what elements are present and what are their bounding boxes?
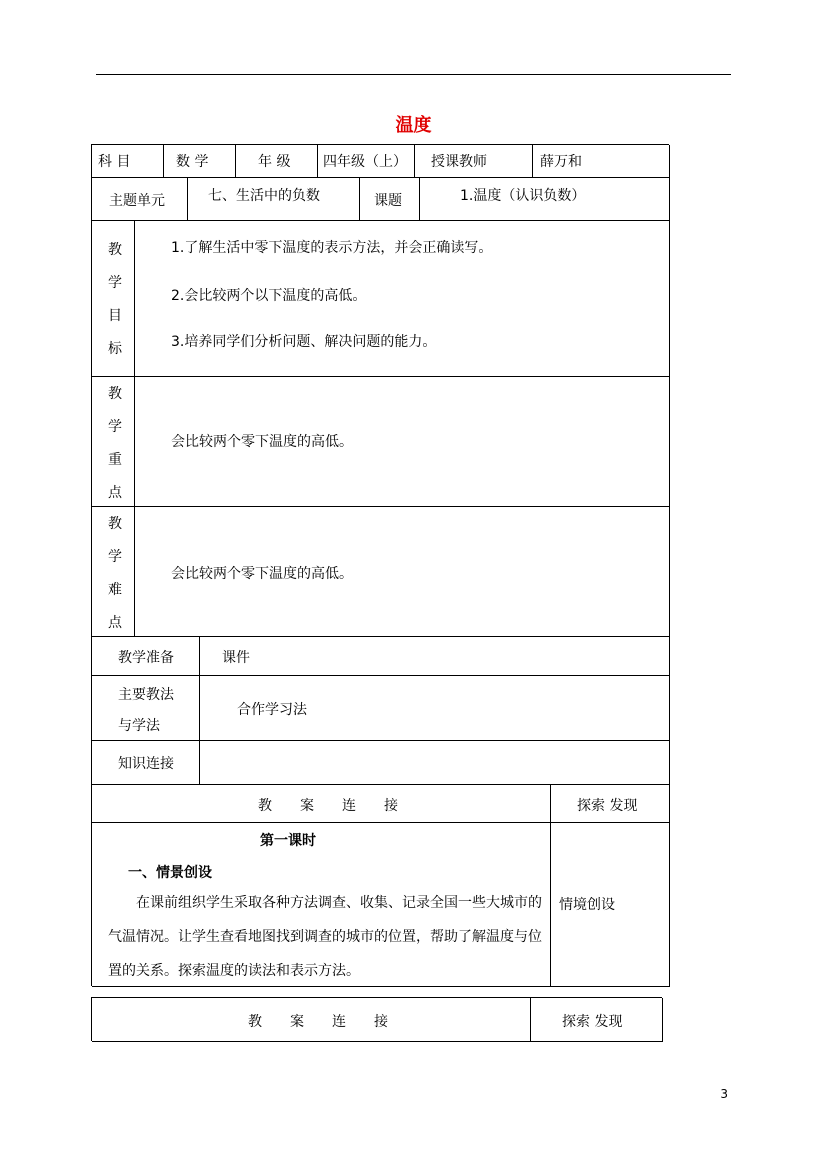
teacher-label: 授课教师: [431, 154, 487, 170]
lesson-plan-table-2: [91, 997, 662, 1041]
methods-value-cell: [200, 676, 670, 741]
difficulties-text: 会比较两个零下温度的高低。: [171, 566, 353, 582]
unit-value-cell: [188, 178, 360, 221]
preparation-value-cell: [200, 637, 670, 676]
plan-header2-left: 教 案 连 接: [248, 1014, 388, 1030]
goal-item: 3.培养同学们分析问题、解决问题的能力。: [171, 334, 437, 350]
unit-label-cell: [92, 178, 188, 221]
plan-header-left: 教 案 连 接: [258, 798, 398, 814]
difficulties-label-cell: [92, 507, 135, 637]
goals-content-cell: [135, 221, 670, 377]
lesson-content-cell: [92, 823, 551, 987]
grade-label: 年 级: [258, 154, 291, 170]
unit-label: 主题单元: [109, 193, 165, 209]
teacher-value: 薛万和: [540, 154, 582, 170]
teacher-label-cell: [415, 145, 533, 178]
subject-label-cell: [92, 145, 164, 178]
lesson-section: 一、情景创设: [128, 865, 212, 881]
goal-item: 2.会比较两个以下温度的高低。: [171, 288, 367, 304]
subject-value-cell: [164, 145, 236, 178]
topic-value: 1.温度（认识负数）: [460, 188, 586, 204]
plan-header2-left-cell: [92, 998, 531, 1042]
teacher-value-cell: [533, 145, 670, 178]
preparation-value: 课件: [222, 650, 250, 666]
unit-value: 七、生活中的负数: [208, 188, 320, 204]
plan-header-right: 探索 发现: [577, 798, 638, 814]
lesson-note-cell: [551, 823, 670, 987]
methods-label-line2: 与学法: [118, 718, 160, 734]
grade-label-cell: [236, 145, 318, 178]
methods-label-cell: [92, 676, 200, 741]
methods-label-line1: 主要教法: [118, 687, 174, 703]
plan-header2-right: 探索 发现: [562, 1014, 623, 1030]
key-points-text: 会比较两个零下温度的高低。: [171, 434, 353, 450]
topic-label: 课题: [374, 193, 402, 209]
lesson-note: 情境创设: [559, 897, 615, 913]
key-points-label: 教 学 重 点: [108, 386, 122, 501]
key-points-content-cell: [135, 377, 670, 507]
methods-value: 合作学习法: [237, 702, 307, 718]
page-number: 3: [720, 1087, 728, 1101]
header-rule: [96, 74, 731, 75]
goals-label: 教 学 目 标: [108, 242, 122, 357]
plan-header-right-cell: [551, 785, 670, 823]
topic-label-cell: [360, 178, 420, 221]
preparation-label-cell: [92, 637, 200, 676]
preparation-label: 教学准备: [118, 650, 174, 666]
subject-label: 科 目: [98, 154, 131, 170]
plan-header-left-cell: [92, 785, 551, 823]
lesson-period: 第一课时: [260, 833, 316, 849]
lesson-plan-table: [91, 144, 669, 986]
plan-header2-right-cell: [531, 998, 663, 1042]
lesson-paragraph: 在课前组织学生采取各种方法调查、收集、记录全国一些大城市的气温情况。让学生查看地图找到调查的城市的位置，帮助了解温度与位置的关系。探索温度的读法和表示方法。: [108, 895, 542, 979]
difficulties-content-cell: [135, 507, 670, 637]
knowledge-label: 知识连接: [118, 756, 174, 772]
subject-value: 数 学: [176, 154, 209, 170]
goals-label-cell: [92, 221, 135, 377]
topic-value-cell: [420, 178, 670, 221]
key-points-label-cell: [92, 377, 135, 507]
grade-value: 四年级（上）: [323, 154, 407, 170]
grade-value-cell: [318, 145, 415, 178]
difficulties-label: 教 学 难 点: [108, 516, 122, 631]
page-title: 温度: [395, 115, 432, 136]
knowledge-value-cell: [200, 741, 670, 785]
knowledge-label-cell: [92, 741, 200, 785]
goal-item: 1.了解生活中零下温度的表示方法，并会正确读写。: [171, 240, 493, 256]
